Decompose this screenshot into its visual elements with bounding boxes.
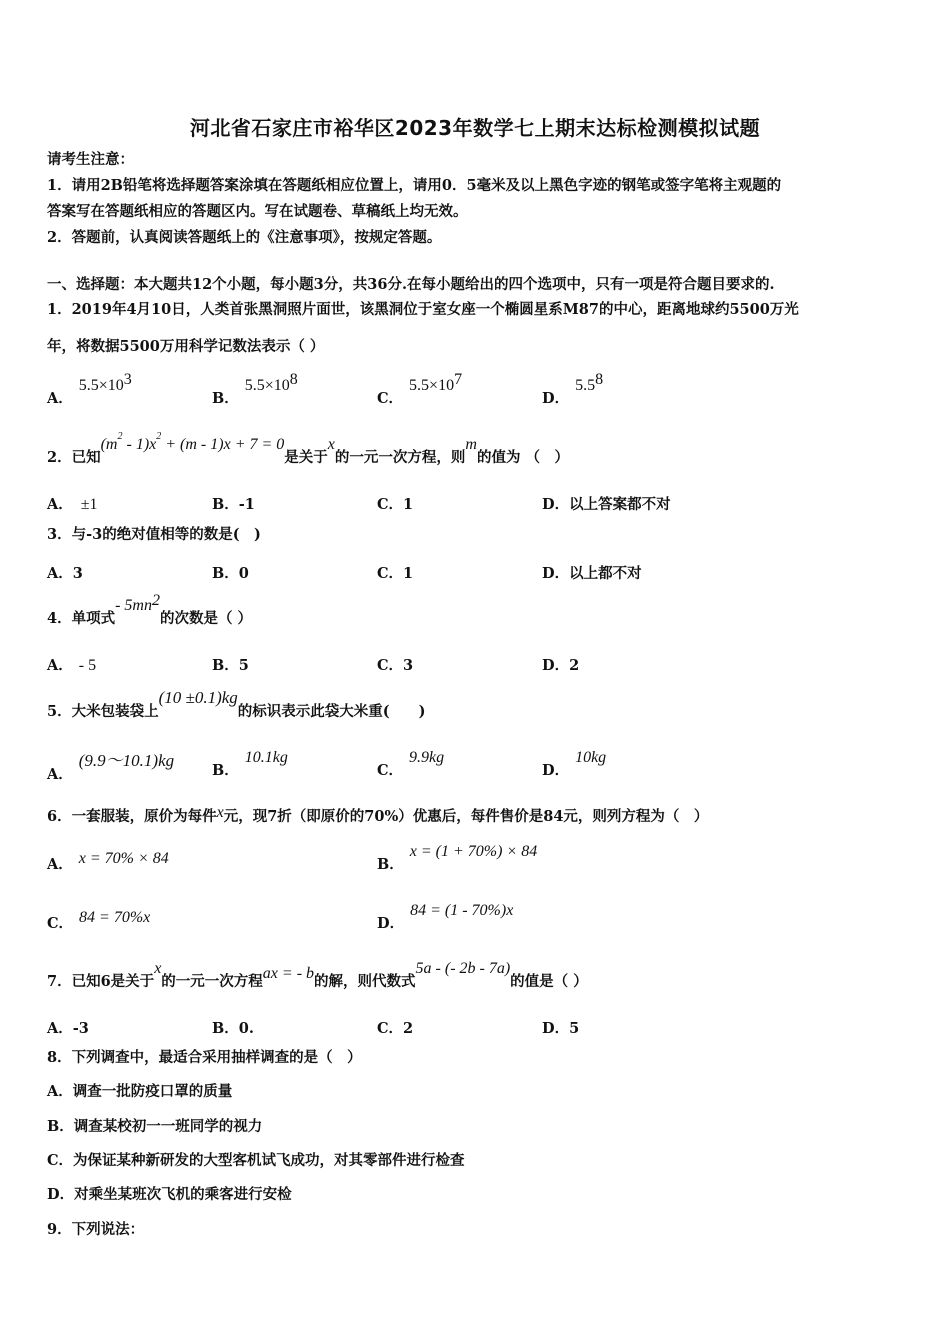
q1-option-b[interactable]: B．$5.5\times 10^8$ [212, 371, 298, 407]
q7-option-b[interactable]: B．0. [212, 1020, 254, 1037]
q3-option-c[interactable]: C．1 [377, 565, 414, 582]
q6-option-a[interactable]: A． x = 70% × 84 [47, 850, 169, 873]
q8-option-d[interactable]: D．对乘坐某班次飞机的乘客进行安检 [47, 1186, 292, 1203]
q8-option-b[interactable]: B．调查某校初一一班同学的视力 [47, 1118, 263, 1135]
q5-stem: 5．大米包装袋上(10 ±0.1)kg的标识表示此袋大米重( ) [47, 688, 426, 720]
q2-stem: 2．已知$(m^2 - 1)x^2 + (m - 1)x + 7 = 0$是关于x的一元一次方程，则m的值为 （ ） [47, 431, 570, 466]
q4-option-a[interactable]: A． - 5 [47, 657, 97, 674]
q2-option-b[interactable]: B．-1 [212, 496, 255, 513]
q6-option-d[interactable]: D．84 = (1 - 70%)x [377, 902, 514, 932]
q5-expression: (10 ±0.1)kg [158, 688, 238, 707]
q4-option-d[interactable]: D．2 [542, 657, 580, 674]
q4-stem: 4．单项式- $5mn^2$的次数是（ ） [47, 592, 253, 627]
q7-option-d[interactable]: D．5 [542, 1020, 580, 1037]
q7-expression: 5a - (- 2b - 7a) [415, 960, 511, 977]
q5-option-c[interactable]: C．9.9kg [377, 749, 445, 779]
q2-equation: $(m^2 - 1)x^2 + (m - 1)x + 7 = 0$ [100, 431, 285, 453]
q3-stem: 3．与-3的绝对值相等的数是( ) [47, 526, 261, 543]
notice-line-1b: 答案写在答题纸相应的答题区内。写在试题卷、草稿纸上均无效。 [47, 203, 468, 220]
q5-option-d[interactable]: D．10kg [542, 749, 607, 779]
q7-option-c[interactable]: C．2 [377, 1020, 414, 1037]
q4-expression: - 5mn [115, 597, 152, 614]
q6-stem: 6．一套服装，原价为每件x元，现7折（即原价的70%）优惠后，每件售价是84元，则列方程为（ ） [47, 804, 709, 825]
q2-option-a[interactable]: A． ±1 [47, 496, 98, 513]
q3-option-d[interactable]: D．以上都不对 [542, 565, 642, 582]
q6-option-b[interactable]: B．x = (1 + 70%) × 84 [377, 843, 538, 873]
q9-stem: 9．下列说法： [47, 1221, 145, 1238]
q5-option-b[interactable]: B．10.1kg [212, 749, 288, 779]
q2-option-d[interactable]: D．以上答案都不对 [542, 496, 671, 513]
q8-option-c[interactable]: C．为保证某种新研发的大型客机试飞成功，对其零部件进行检查 [47, 1152, 465, 1169]
page-title: 河北省石家庄市裕华区2023年数学七上期末达标检测模拟试题 [189, 116, 761, 140]
q7-option-a[interactable]: A．-3 [47, 1020, 89, 1037]
q1-line-1: 1．2019年4月10日，人类首张黑洞照片面世，该黑洞位于室女座一个椭圆星系M87的中心，距离地球约5500万光 [47, 301, 799, 318]
q3-option-a[interactable]: A．3 [47, 565, 83, 582]
q1-option-c[interactable]: C．$5.5\times 10^7$ [377, 371, 463, 407]
q7-stem: 7．已知6是关于x的一元一次方程ax = - b的解，则代数式5a - (- 2b - 7a)的值是（ ） [47, 960, 588, 990]
q6-option-c[interactable]: C． 84 = 70%x [47, 909, 151, 932]
notice-line-2: 2．答题前，认真阅读答题纸上的《注意事项》，按规定答题。 [47, 229, 442, 246]
notice-line-1a: 1．请用2B铅笔将选择题答案涂填在答题纸相应位置上，请用0．5毫米及以上黑色字迹的钢笔或签字笔将主观题的 [47, 177, 782, 194]
q4-option-b[interactable]: B．5 [212, 657, 249, 674]
notice-heading: 请考生注意： [47, 151, 134, 168]
q8-stem: 8．下列调查中，最适合采用抽样调查的是（ ） [47, 1049, 362, 1066]
q1-option-a[interactable]: A．$5.5\times 10^3$ [47, 371, 132, 407]
q3-option-b[interactable]: B．0 [212, 565, 249, 582]
section-heading: 一、选择题：本大题共12个小题，每小题3分，共36分.在每小题给出的四个选项中，只有一项是符合题目要求的. [47, 276, 775, 293]
q1-line-2: 年，将数据5500万用科学记数法表示（ ） [47, 338, 325, 355]
q4-option-c[interactable]: C．3 [377, 657, 414, 674]
q5-option-a[interactable]: A．(9.9～10.1)kg [47, 751, 175, 783]
q7-equation: ax = - b [262, 965, 315, 982]
q8-option-a[interactable]: A．调查一批防疫口罩的质量 [47, 1083, 233, 1100]
q1-option-d[interactable]: D．$5.5^8$ [542, 371, 604, 407]
q2-option-c[interactable]: C．1 [377, 496, 414, 513]
